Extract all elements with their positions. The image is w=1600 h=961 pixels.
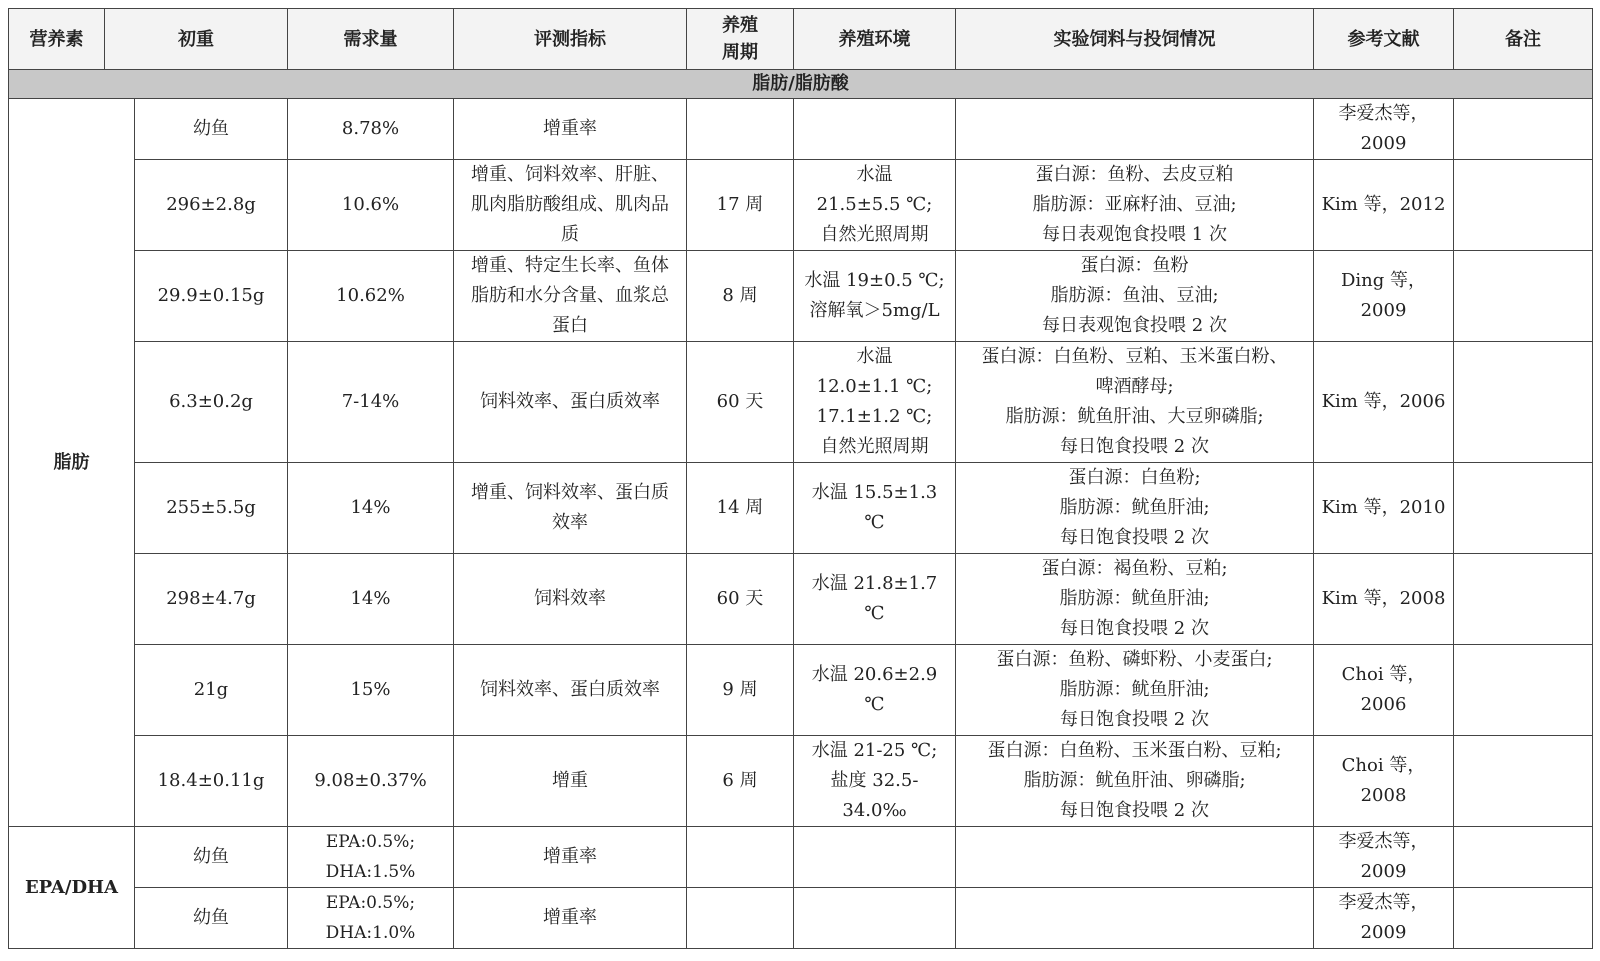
reference-cell: 李爱杰等， 2009 xyxy=(1314,888,1454,949)
weight-cell: 6.3±0.2g xyxy=(135,342,288,463)
header-nutrient: 营养素 xyxy=(9,9,105,70)
table-row xyxy=(9,645,1593,736)
period-cell: 6 周 xyxy=(687,736,794,827)
reference-cell: 李爱杰等， 2009 xyxy=(1314,827,1454,888)
period-cell: 60 天 xyxy=(687,342,794,463)
reference-cell: Kim 等，2006 xyxy=(1314,342,1454,463)
environment-cell: 水温 21-25 ℃; 盐度 32.5-34.0‰ xyxy=(794,736,956,827)
header-indicator: 评测指标 xyxy=(454,9,687,70)
indicator-cell: 增重、饲料效率、蛋白质 效率 xyxy=(454,463,687,554)
reference-cell: 李爱杰等， 2009 xyxy=(1314,99,1454,160)
section-title: 脂肪/脂肪酸 xyxy=(9,70,1593,99)
period-cell: 17 周 xyxy=(687,160,794,251)
indicator-cell: 增重率 xyxy=(454,827,687,888)
period-cell xyxy=(687,827,794,888)
diet-cell xyxy=(956,99,1314,160)
diet-cell: 蛋白源：鱼粉、磷虾粉、小麦蛋白; 脂肪源：鱿鱼肝油; 每日饱食投喂 2 次 xyxy=(956,645,1314,736)
reference-cell: Kim 等，2010 xyxy=(1314,463,1454,554)
indicator-cell: 增重、特定生长率、鱼体 脂肪和水分含量、血浆总 蛋白 xyxy=(454,251,687,342)
indicator-cell: 饲料效率 xyxy=(454,554,687,645)
indicator-cell: 增重率 xyxy=(454,888,687,949)
reference-cell: Ding 等，2009 xyxy=(1314,251,1454,342)
header-remark: 备注 xyxy=(1454,9,1593,70)
diet-cell: 蛋白源：白鱼粉; 脂肪源：鱿鱼肝油; 每日饱食投喂 2 次 xyxy=(956,463,1314,554)
header-reference: 参考文献 xyxy=(1314,9,1454,70)
nutrient-cell: EPA/DHA xyxy=(9,827,135,949)
diet-cell xyxy=(956,827,1314,888)
diet-cell: 蛋白源：白鱼粉、玉米蛋白粉、豆粕; 脂肪源：鱿鱼肝油、卵磷脂; 每日饱食投喂 2 次 xyxy=(956,736,1314,827)
period-cell: 9 周 xyxy=(687,645,794,736)
period-cell xyxy=(687,99,794,160)
reference-cell: Choi 等，2006 xyxy=(1314,645,1454,736)
nutrient-cell: 脂肪 xyxy=(9,99,135,827)
remark-cell xyxy=(1454,251,1593,342)
environment-cell xyxy=(794,827,956,888)
period-cell: 60 天 xyxy=(687,554,794,645)
environment-cell xyxy=(794,888,956,949)
remark-cell xyxy=(1454,342,1593,463)
remark-cell xyxy=(1454,645,1593,736)
table-row xyxy=(9,554,1593,645)
requirement-cell: 15% xyxy=(288,645,454,736)
environment-cell: 水温 19±0.5 ℃; 溶解氧＞5mg/L xyxy=(794,251,956,342)
header-period: 养殖 周期 xyxy=(687,9,794,70)
environment-cell: 水温 15.5±1.3 ℃ xyxy=(794,463,956,554)
weight-cell: 幼鱼 xyxy=(135,99,288,160)
indicator-cell: 增重、饲料效率、肝脏、 肌肉脂肪酸组成、肌肉品 质 xyxy=(454,160,687,251)
requirement-cell: 14% xyxy=(288,463,454,554)
environment-cell: 水温 21.5±5.5 ℃; 自然光照周期 xyxy=(794,160,956,251)
weight-cell: 18.4±0.11g xyxy=(135,736,288,827)
requirement-cell: EPA:0.5%; DHA:1.0% xyxy=(288,888,454,949)
requirement-cell: 9.08±0.37% xyxy=(288,736,454,827)
weight-cell: 21g xyxy=(135,645,288,736)
diet-cell: 蛋白源：鱼粉、去皮豆粕 脂肪源：亚麻籽油、豆油; 每日表观饱食投喂 1 次 xyxy=(956,160,1314,251)
header-diet: 实验饲料与投饲情况 xyxy=(956,9,1314,70)
table-row xyxy=(9,251,1593,342)
reference-cell: Choi 等，2008 xyxy=(1314,736,1454,827)
remark-cell xyxy=(1454,463,1593,554)
remark-cell xyxy=(1454,554,1593,645)
environment-cell: 水温 21.8±1.7 ℃ xyxy=(794,554,956,645)
period-cell: 14 周 xyxy=(687,463,794,554)
diet-cell: 蛋白源：鱼粉 脂肪源：鱼油、豆油; 每日表观饱食投喂 2 次 xyxy=(956,251,1314,342)
requirement-cell: 8.78% xyxy=(288,99,454,160)
weight-cell: 幼鱼 xyxy=(135,827,288,888)
environment-cell: 水温 12.0±1.1 ℃; 17.1±1.2 ℃; 自然光照周期 xyxy=(794,342,956,463)
table-row xyxy=(9,99,1593,160)
requirement-cell: 10.62% xyxy=(288,251,454,342)
table-row xyxy=(9,827,1593,888)
remark-cell xyxy=(1454,888,1593,949)
indicator-cell: 增重率 xyxy=(454,99,687,160)
remark-cell xyxy=(1454,160,1593,251)
indicator-cell: 饲料效率、蛋白质效率 xyxy=(454,342,687,463)
indicator-cell: 饲料效率、蛋白质效率 xyxy=(454,645,687,736)
diet-cell: 蛋白源：白鱼粉、豆粕、玉米蛋白粉、 啤酒酵母; 脂肪源：鱿鱼肝油、大豆卵磷脂; 每日饱食投喂 2 次 xyxy=(956,342,1314,463)
table-row xyxy=(9,736,1593,827)
nutrition-requirements-table xyxy=(8,8,1593,949)
header-initial-weight: 初重 xyxy=(105,9,288,70)
reference-cell: Kim 等，2008 xyxy=(1314,554,1454,645)
diet-cell xyxy=(956,888,1314,949)
weight-cell: 296±2.8g xyxy=(135,160,288,251)
reference-cell: Kim 等，2012 xyxy=(1314,160,1454,251)
requirement-cell: EPA:0.5%; DHA:1.5% xyxy=(288,827,454,888)
requirement-cell: 14% xyxy=(288,554,454,645)
table-row xyxy=(9,888,1593,949)
diet-cell: 蛋白源：褐鱼粉、豆粕; 脂肪源：鱿鱼肝油; 每日饱食投喂 2 次 xyxy=(956,554,1314,645)
header-requirement: 需求量 xyxy=(288,9,454,70)
environment-cell: 水温 20.6±2.9 ℃ xyxy=(794,645,956,736)
remark-cell xyxy=(1454,99,1593,160)
remark-cell xyxy=(1454,827,1593,888)
header-environment: 养殖环境 xyxy=(794,9,956,70)
table-row xyxy=(9,342,1593,463)
section-row xyxy=(9,70,1593,99)
indicator-cell: 增重 xyxy=(454,736,687,827)
table-row xyxy=(9,160,1593,251)
weight-cell: 幼鱼 xyxy=(135,888,288,949)
period-cell xyxy=(687,888,794,949)
header-row xyxy=(9,9,1593,70)
period-cell: 8 周 xyxy=(687,251,794,342)
remark-cell xyxy=(1454,736,1593,827)
weight-cell: 298±4.7g xyxy=(135,554,288,645)
requirement-cell: 7-14% xyxy=(288,342,454,463)
weight-cell: 255±5.5g xyxy=(135,463,288,554)
environment-cell xyxy=(794,99,956,160)
requirement-cell: 10.6% xyxy=(288,160,454,251)
table-row xyxy=(9,463,1593,554)
weight-cell: 29.9±0.15g xyxy=(135,251,288,342)
